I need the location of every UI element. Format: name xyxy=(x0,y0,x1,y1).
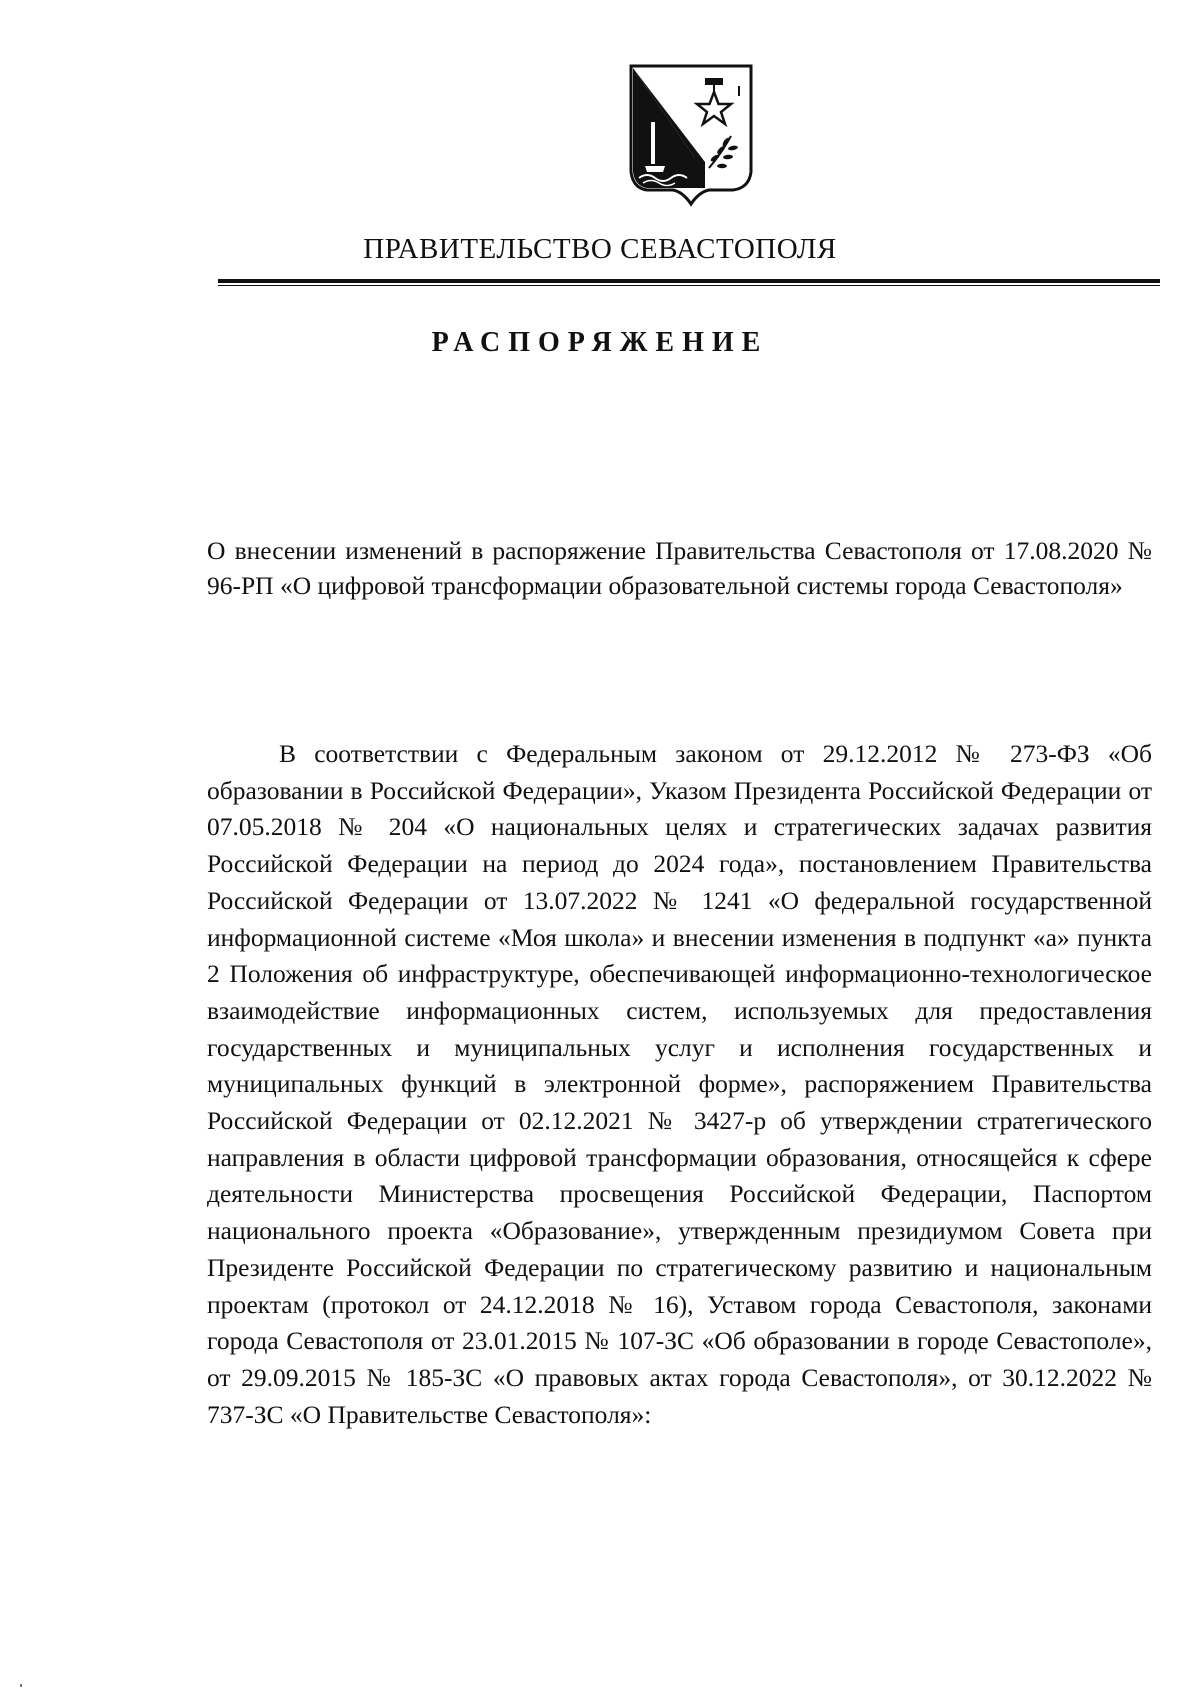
government-title: ПРАВИТЕЛЬСТВО СЕВАСТОПОЛЯ xyxy=(363,233,837,265)
header-divider-thin xyxy=(218,285,1160,286)
document-type-heading: РАСПОРЯЖЕНИЕ xyxy=(431,327,769,358)
scan-speck xyxy=(20,1684,22,1687)
coat-of-arms-icon xyxy=(625,62,757,212)
header-divider-thick xyxy=(218,279,1160,283)
document-subject: О внесении изменений в распоряжение Правительства Севастополя от 17.08.2020 № 96-РП «О цифровой трансформации образовательной системы города Севастополя» xyxy=(207,536,1152,600)
document-preamble: В соответствии с Федеральным законом от 29.12.2012 № 273-ФЗ «Об образовании в Российской Федерации», Указом Президента Российской Федерации от 07.05.2018 № 204 «О национальных целях и стратегических задачах развития Российской Федерации на период до 2024 года», постановлением Правительства Российской Федерации от 13.07.2022 № 1241 «О федеральной государственной информационной системе «Моя школа» и внесении изменения в подпункт «а» пункта 2 Положения об инфраструктуре, обеспечивающей информационно-технологическое взаимодействие информационных систем, используемых для предоставления государственных и муниципальных услуг и исполнения государственных и муниципальных функций в электронной форме», распоряжением Правительства Российской Федерации от 02.12.2021 № 3427-р об утверждении стратегического направления в области цифровой трансформации образования, относящейся к сфере деятельности Министерства просвещения Российской Федерации, Паспортом национального проекта «Образование», утвержденным президиумом Совета при Президенте Российской Федерации по стратегическому развитию и национальным проектам (протокол от 24.12.2018 № 16), Уставом города Севастополя, законами города Севастополя от 23.01.2015 № 107-ЗС «Об образовании в городе Севастополе», от 29.09.2015 № 185-ЗС «О правовых актах города Севастополя», от 30.12.2022 № 737-ЗС «О Правительстве Севастополя»: xyxy=(207,739,1152,1429)
